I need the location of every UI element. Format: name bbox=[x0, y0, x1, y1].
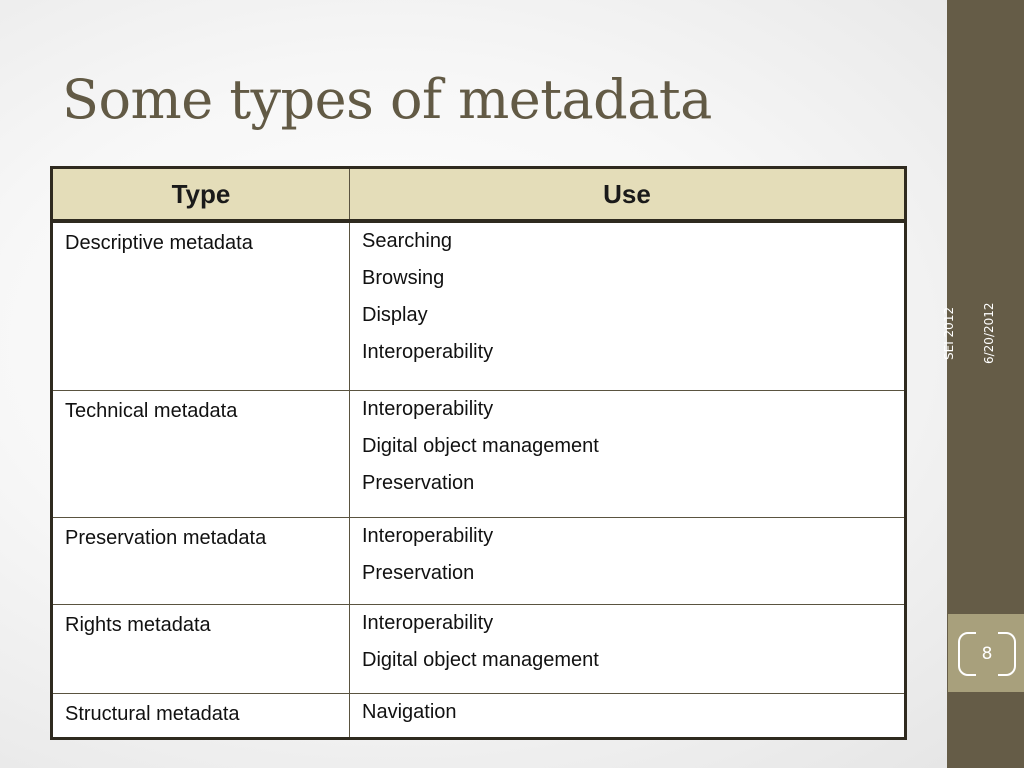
type-cell: Technical metadata bbox=[52, 391, 350, 518]
use-cell bbox=[350, 221, 906, 391]
use-cell bbox=[350, 694, 906, 739]
type-cell: Structural metadata bbox=[52, 694, 350, 739]
use-item: Display bbox=[362, 304, 428, 326]
type-cell: Preservation metadata bbox=[52, 518, 350, 605]
use-item: Interoperability bbox=[362, 341, 494, 363]
use-cell bbox=[350, 518, 906, 605]
use-item: Interoperability bbox=[362, 525, 494, 547]
use-item: Interoperability bbox=[362, 612, 494, 634]
table-row bbox=[52, 694, 906, 739]
table-row bbox=[52, 391, 906, 518]
footer-date: 6/20/2012 bbox=[982, 302, 996, 364]
table-row bbox=[52, 518, 906, 605]
use-item: Searching bbox=[362, 230, 453, 252]
use-cell bbox=[350, 391, 906, 518]
table-row bbox=[52, 221, 906, 391]
table-header-row bbox=[52, 168, 906, 222]
type-cell: Rights metadata bbox=[52, 605, 350, 694]
slide-title: Some types of metadata bbox=[62, 68, 712, 131]
use-item: Digital object management bbox=[362, 435, 599, 457]
header-use: Use bbox=[350, 168, 906, 222]
use-item: Navigation bbox=[362, 701, 457, 723]
type-cell: Descriptive metadata bbox=[52, 221, 350, 391]
use-item: Interoperability bbox=[362, 398, 494, 420]
table-row bbox=[52, 605, 906, 694]
metadata-table bbox=[50, 166, 907, 740]
use-item: Preservation bbox=[362, 562, 475, 584]
use-item: Browsing bbox=[362, 267, 445, 289]
footer-org: SEI 2012 bbox=[942, 306, 956, 360]
header-type: Type bbox=[52, 168, 350, 222]
page-number: 8 bbox=[981, 644, 993, 664]
use-cell bbox=[350, 605, 906, 694]
footer-date-text bbox=[942, 258, 996, 408]
use-item: Digital object management bbox=[362, 649, 599, 671]
use-item: Preservation bbox=[362, 472, 475, 494]
